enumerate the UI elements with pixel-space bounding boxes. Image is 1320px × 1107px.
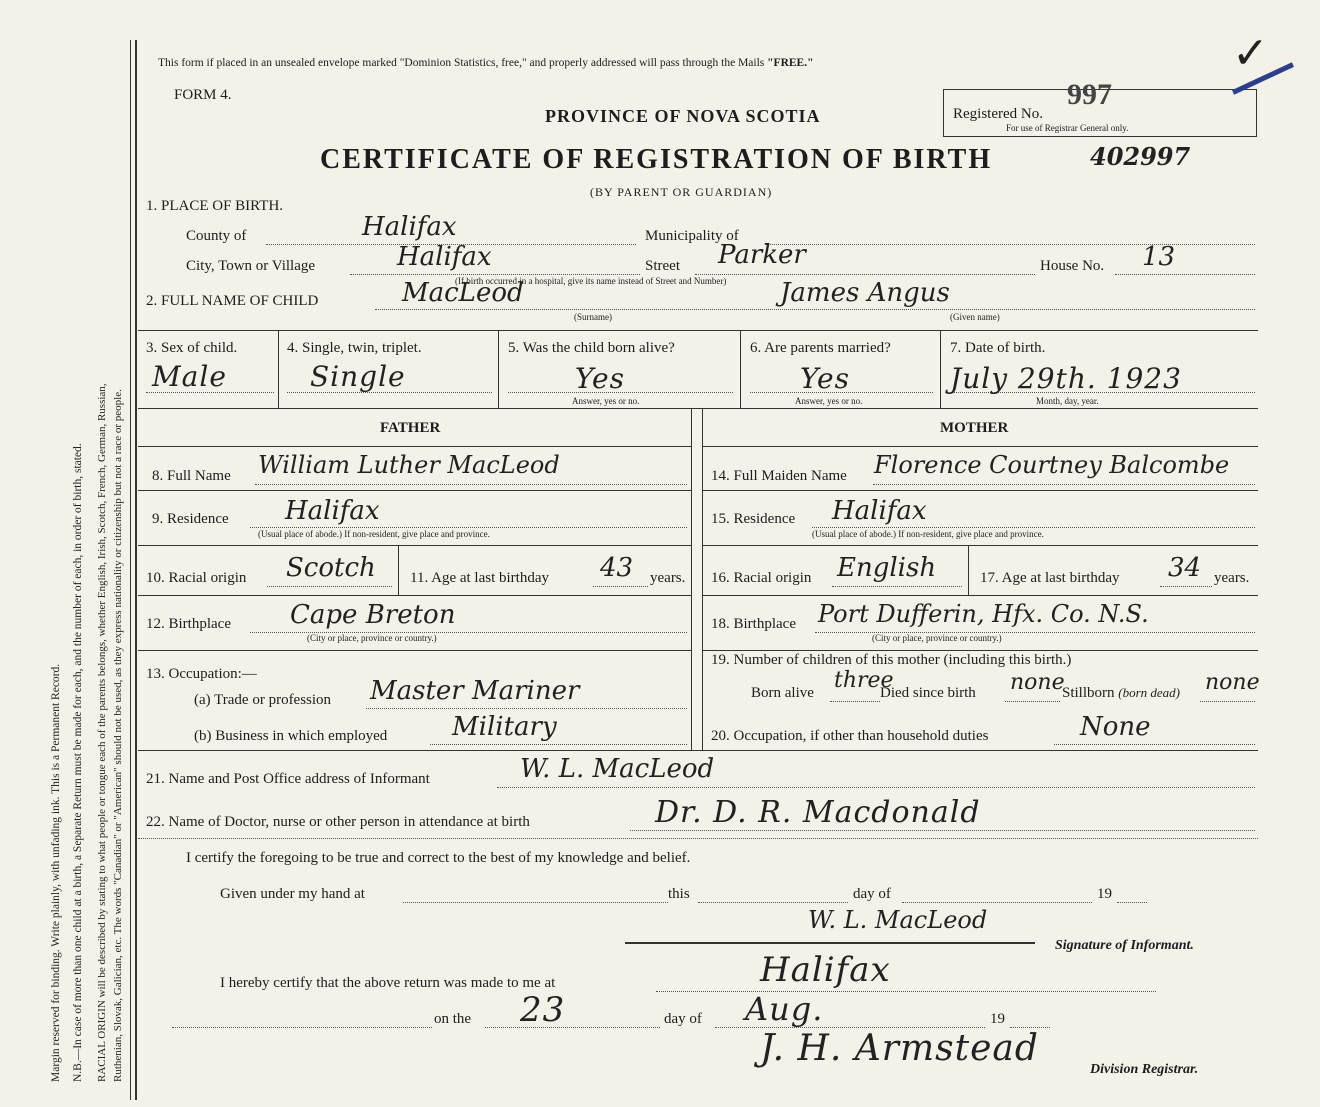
registrar-day: 23 <box>520 990 566 1030</box>
year-line <box>1117 902 1147 903</box>
father-rule-2 <box>138 545 691 546</box>
form-number: FORM 4. <box>174 87 232 103</box>
father-bp-note: (City or place, province or country.) <box>307 633 437 643</box>
informant-signature: W. L. MacLeod <box>808 906 988 934</box>
single-label: 4. Single, twin, triplet. <box>287 340 422 356</box>
house-value: 13 <box>1142 242 1176 272</box>
doctor-line <box>630 830 1255 831</box>
father-age: 43 <box>600 553 634 583</box>
street-value: Parker <box>718 240 806 270</box>
house-label: House No. <box>1040 258 1105 274</box>
business-label: (b) Business in which employed <box>194 728 388 744</box>
day-of-label: day of <box>853 886 891 902</box>
sex-value: Male <box>152 360 227 393</box>
mother-name-label: 14. Full Maiden Name <box>711 468 847 484</box>
alive-value: Yes <box>575 362 625 395</box>
check-mark-icon: ✓ <box>1232 29 1269 78</box>
mother-occupation-label: 20. Occupation, if other than household duties <box>711 728 989 744</box>
house-line <box>1115 274 1255 275</box>
street-line <box>695 274 1035 275</box>
this-line <box>698 902 848 903</box>
registrar-month: Aug. <box>745 990 824 1028</box>
col-divider-5 <box>740 330 741 408</box>
city-value: Halifax <box>397 242 492 272</box>
father-age-label: 11. Age at last birthday <box>410 570 549 586</box>
mother-residence-label: 15. Residence <box>711 511 796 527</box>
father-race-divider <box>398 545 399 595</box>
side-note-margin: Margin reserved for binding. Write plainly, with unfading ink. This is a Permanent Record. <box>50 663 62 1082</box>
certify-text: I certify the foregoing to be true and correct to the best of my knowledge and belief. <box>186 850 691 866</box>
mother-race-label: 16. Racial origin <box>711 570 812 586</box>
informant-label: 21. Name and Post Office address of Informant <box>146 771 430 787</box>
father-birthplace: Cape Breton <box>290 600 456 630</box>
col-divider-4 <box>498 330 499 408</box>
father-race: Scotch <box>286 553 376 583</box>
given-under-label: Given under my hand at <box>220 886 365 902</box>
business-value: Military <box>452 712 557 742</box>
occupation-label: 13. Occupation:— <box>146 666 257 682</box>
married-value: Yes <box>800 362 850 395</box>
col-divider-3 <box>278 330 279 408</box>
father-residence-line <box>250 527 687 528</box>
mother-years: years. <box>1214 570 1250 586</box>
mother-race: English <box>837 553 937 583</box>
single-value: Single <box>310 360 406 393</box>
subtitle: (BY PARENT OR GUARDIAN) <box>590 185 773 199</box>
dob-value: July 29th. 1923 <box>950 362 1182 395</box>
col-divider-6 <box>940 330 941 408</box>
center-divider-left <box>691 408 692 750</box>
died-value: none <box>1010 670 1065 695</box>
father-rule-1 <box>138 490 691 491</box>
side-note-racial-2: Ruthenian, Slovak, Galician, etc. The words "Canadian" or "American" should not be used, as they express nationality or citizenship but not a race or people. <box>112 389 124 1082</box>
registrar-text: I hereby certify that the above return was made to me at <box>220 975 556 991</box>
signature-line <box>625 942 1035 944</box>
divider-1 <box>138 330 1258 331</box>
father-age-line <box>593 586 648 587</box>
mother-age-label: 17. Age at last birthday <box>980 570 1120 586</box>
county-value: Halifax <box>362 212 457 242</box>
dob-label: 7. Date of birth. <box>950 340 1046 356</box>
father-residence: Halifax <box>285 496 380 526</box>
died-line <box>1005 701 1060 702</box>
father-name: William Luther MacLeod <box>258 451 560 479</box>
mother-bp-note: (City or place, province or country.) <box>872 633 1002 643</box>
born-alive-value: three <box>834 668 894 693</box>
year-prefix: 19 <box>1097 886 1112 902</box>
left-border <box>130 40 131 1100</box>
divider-2 <box>138 408 1258 409</box>
city-label: City, Town or Village <box>186 258 316 274</box>
father-name-line <box>255 484 687 485</box>
mother-rule-2 <box>702 545 1258 546</box>
registrar-signature: J. H. Armstead <box>760 1028 1039 1069</box>
doctor-label: 22. Name of Doctor, nurse or other person in attendance at birth <box>146 814 530 830</box>
mother-occupation-line <box>1054 744 1255 745</box>
registrar-left-line <box>172 1027 432 1028</box>
stillborn-line <box>1200 701 1255 702</box>
side-note-racial-1: RACIAL ORIGIN will be described by stating to what people or tongue each of the parents belongs, whether English, Irish, Scotch, French, German, Russian, <box>96 383 108 1082</box>
child-name-label: 2. FULL NAME OF CHILD <box>146 293 319 309</box>
informant-value: W. L. MacLeod <box>520 754 715 784</box>
heading-rule-left <box>138 446 691 447</box>
hospital-note: (If birth occurred in a hospital, give its name instead of Street and Number) <box>455 276 727 286</box>
sex-label: 3. Sex of child. <box>146 340 238 356</box>
married-label: 6. Are parents married? <box>750 340 891 356</box>
mother-age: 34 <box>1168 553 1202 583</box>
doctor-value: Dr. D. R. Macdonald <box>655 795 981 830</box>
alive-label: 5. Was the child born alive? <box>508 340 675 356</box>
mother-res-note: (Usual place of abode.) If non-resident, give place and province. <box>812 529 1044 539</box>
certificate-title: CERTIFICATE OF REGISTRATION OF BIRTH <box>320 144 993 175</box>
father-name-label: 8. Full Name <box>152 468 231 484</box>
municipality-line <box>765 244 1255 245</box>
informant-line <box>497 787 1255 788</box>
dob-note: Month, day, year. <box>1036 396 1099 406</box>
mother-rule-1 <box>702 490 1258 491</box>
registered-value: 997 <box>1067 78 1112 111</box>
child-name-line <box>375 309 1255 310</box>
given-note: (Given name) <box>950 312 1000 322</box>
heading-rule-right <box>702 446 1258 447</box>
born-alive-line <box>830 701 880 702</box>
city-line <box>350 274 640 275</box>
place-of-birth-label: 1. PLACE OF BIRTH. <box>146 198 284 214</box>
mother-occupation: None <box>1080 712 1151 742</box>
mother-name-line <box>873 484 1255 485</box>
certificate-number: 402997 <box>1090 142 1191 171</box>
mother-race-divider <box>968 545 969 595</box>
father-race-line <box>267 586 392 587</box>
mother-name: Florence Courtney Balcombe <box>874 451 1230 479</box>
side-note-nb: N.B.—In case of more than one child at a birth, a Separate Return must be made for each, and the number of each, in order of birth, stated. <box>72 443 84 1082</box>
mother-race-line <box>832 586 962 587</box>
stillborn-value: none <box>1205 670 1260 695</box>
center-divider-right <box>702 408 703 750</box>
registrar-note: For use of Registrar General only. <box>1006 123 1129 133</box>
died-label: Died since birth <box>880 685 976 701</box>
registered-box <box>943 78 1257 137</box>
father-race-label: 10. Racial origin <box>146 570 247 586</box>
left-border-inner <box>135 40 137 1100</box>
alive-note: Answer, yes or no. <box>572 396 640 406</box>
trade-label: (a) Trade or profession <box>194 692 332 708</box>
mother-heading: MOTHER <box>940 420 1009 436</box>
father-birthplace-label: 12. Birthplace <box>146 616 231 632</box>
mother-residence-line <box>812 527 1255 528</box>
province-title: PROVINCE OF NOVA SCOTIA <box>545 106 821 126</box>
mother-birthplace: Port Dufferin, Hfx. Co. N.S. <box>818 600 1149 628</box>
father-res-note: (Usual place of abode.) If non-resident, give place and province. <box>258 529 490 539</box>
father-residence-label: 9. Residence <box>152 511 229 527</box>
mother-rule-3 <box>702 595 1258 596</box>
county-label: County of <box>186 228 247 244</box>
father-heading: FATHER <box>380 420 441 436</box>
registrar-place: Halifax <box>760 950 891 990</box>
trade-line <box>366 708 687 709</box>
registrar-place-line <box>656 991 1156 992</box>
mother-residence: Halifax <box>832 496 927 526</box>
trade-value: Master Mariner <box>370 676 580 706</box>
children-label: 19. Number of children of this mother (including this birth.) <box>711 652 1072 668</box>
given-under-line <box>403 902 668 903</box>
registrar-year-prefix: 19 <box>990 1011 1005 1027</box>
father-years: years. <box>650 570 686 586</box>
this-label: this <box>668 886 690 902</box>
born-alive-label: Born alive <box>751 685 814 701</box>
mother-birthplace-label: 18. Birthplace <box>711 616 796 632</box>
stillborn-label: Stillborn (born dead) <box>1062 685 1181 701</box>
signature-label: Signature of Informant. <box>1055 938 1194 953</box>
on-the-label: on the <box>434 1011 472 1027</box>
child-surname: MacLeod <box>402 278 524 308</box>
mother-age-line <box>1160 586 1212 587</box>
surname-note: (Surname) <box>574 312 612 322</box>
registrar-day-line <box>485 1027 660 1028</box>
father-rule-4 <box>138 650 691 651</box>
divider-3 <box>138 750 1258 751</box>
mother-rule-4 <box>702 650 1258 651</box>
day-of-label-2: day of <box>664 1011 702 1027</box>
father-rule-3 <box>138 595 691 596</box>
child-given-name: James Angus <box>780 278 950 308</box>
municipality-label: Municipality of <box>645 228 739 244</box>
registered-label: Registered No. <box>953 106 1043 122</box>
day-of-line <box>902 902 1092 903</box>
street-label: Street <box>645 258 680 274</box>
married-note: Answer, yes or no. <box>795 396 863 406</box>
business-line <box>430 744 687 745</box>
divider-4 <box>138 838 1258 839</box>
mail-note: This form if placed in an unsealed envelope marked "Dominion Statistics, free," and properly addressed will pass through the Mails "FREE." <box>158 57 814 69</box>
division-registrar-label: Division Registrar. <box>1090 1062 1199 1077</box>
